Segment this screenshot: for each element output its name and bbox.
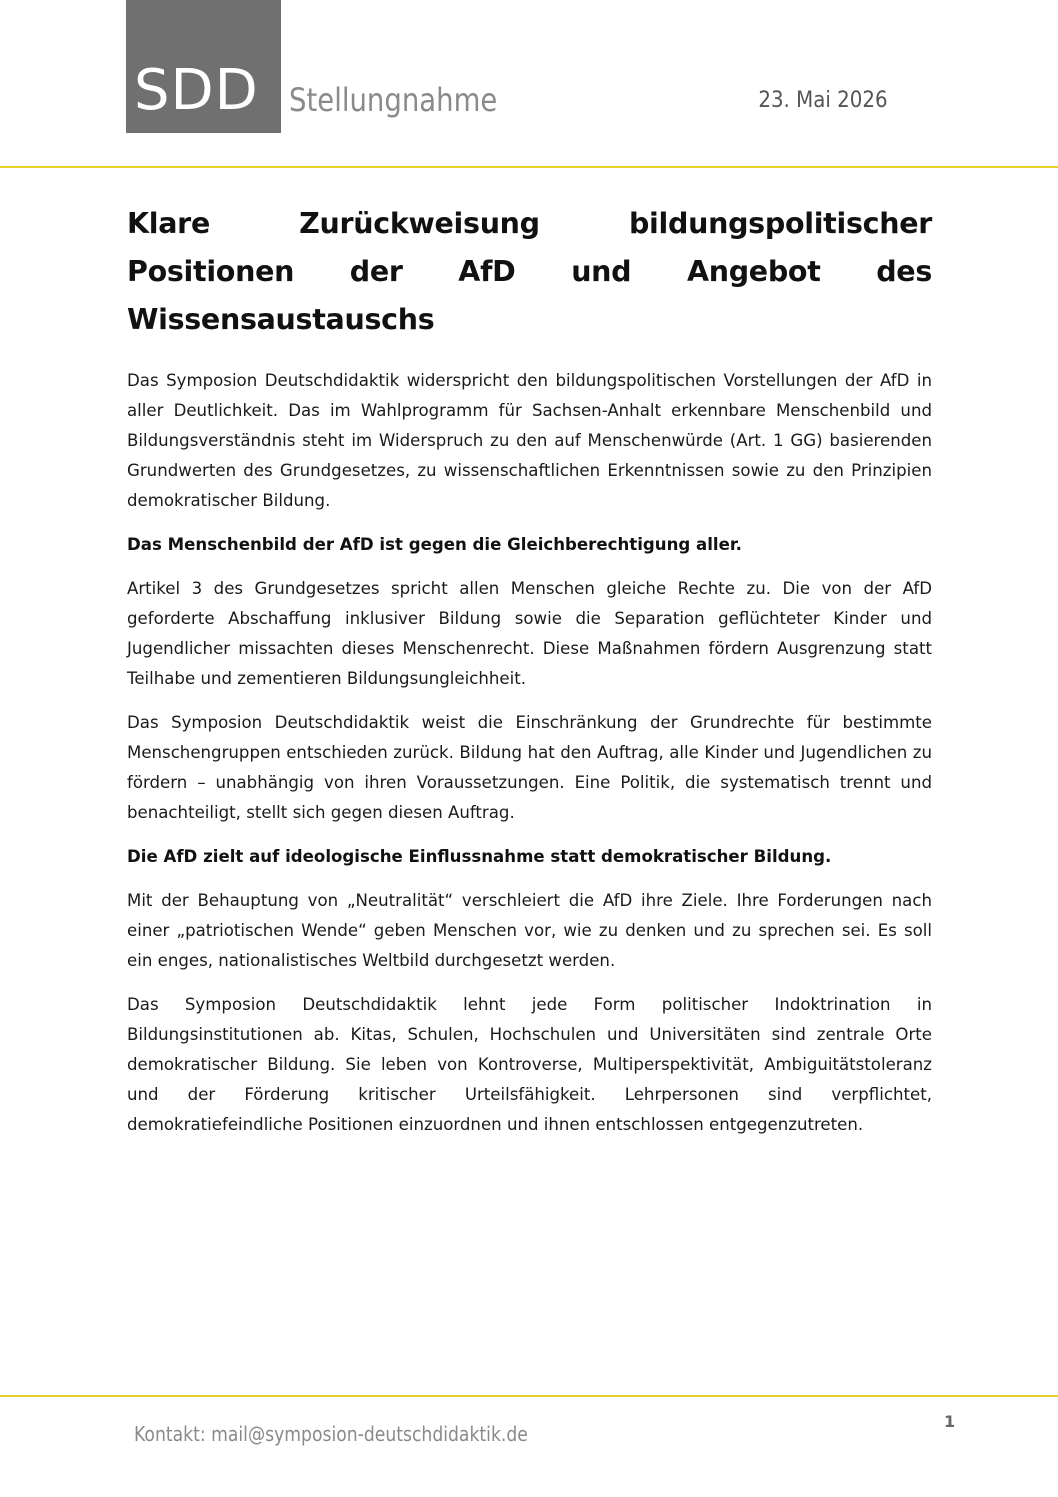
paragraph-grundrechte: Das Symposion Deutschdidaktik weist die Einschränkung der Grundrechte für bestimmte Menschengruppen entschieden zurück. Bildung hat den Auftrag, alle Kinder und Jugendlichen zu fördern – unabhängig von ihren Voraussetzungen. Eine Politik, die systematisch trennt und benachteiligt, stellt sich gegen diesen Auftrag. xyxy=(127,713,932,822)
intro-paragraph: Das Symposion Deutschdidaktik widerspricht den bildungspolitischen Vorstellungen der AfD in aller Deutlichkeit. Das im Wahlprogramm für Sachsen-Anhalt erkennbare Menschenbild und Bildungsverständnis steht im Widerspruch zu den auf Menschenwürde (Art. 1 GG) basierenden Grundwerten des Grundgesetzes, zu wissenschaftlichen Erkenntnissen sowie zu den Prinzipien demokratischer Bildung. xyxy=(127,371,932,510)
paragraph-neutralitaet: Mit der Behauptung von „Neutralität“ verschleiert die AfD ihre Ziele. Ihre Forderungen nach einer „patriotischen Wende“ geben Menschen vor, wie zu denken und zu sprechen sei. Es soll ein enges, nationalistisches Weltbild durchgesetzt werden. xyxy=(127,891,932,970)
document-date: 23. Mai 2026 xyxy=(758,88,888,113)
footer-divider xyxy=(0,1395,1058,1397)
document-body xyxy=(127,200,932,1154)
document-title: Klare Zurückweisung bildungspolitischer Positionen der AfD und Angebot des Wissensaustauschs xyxy=(127,207,932,336)
paragraph-bildungsinstitutionen: Das Symposion Deutschdidaktik lehnt jede Form politischer Indoktrination in Bildungsinstitutionen ab. Kitas, Schulen, Hochschulen und Universitäten sind zentrale Orte demokratischer Bildung. Sie leben von Kontroverse, Multiperspektivität, Ambiguitätstoleranz und der Förderung kritischer Urteilsfähigkeit. Lehrpersonen sind verpflichtet, demokratiefeindliche Positionen einzuordnen und ihnen entschlossen entgegenzutreten. xyxy=(127,995,932,1134)
section-heading-menschenbild: Das Menschenbild der AfD ist gegen die Gleichberechtigung aller. xyxy=(127,535,742,554)
logo-text: SDD xyxy=(134,58,259,123)
header-divider xyxy=(0,166,1058,168)
section-heading-indoktrination: Die AfD zielt auf ideologische Einflussnahme statt demokratischer Bildung. xyxy=(127,847,832,866)
paragraph-artikel-3: Artikel 3 des Grundgesetzes spricht allen Menschen gleiche Rechte zu. Die von der AfD geforderte Abschaffung inklusiver Bildung sowie die Separation geflüchteter Kinder und Jugendlicher missachten dieses Menschenrecht. Diese Maßnahmen fördern Ausgrenzung statt Teilhabe und zementieren Bildungsungleichheit. xyxy=(127,579,932,688)
footer-contact-email[interactable]: Kontakt: mail@symposion-deutschdidaktik.de xyxy=(134,1422,528,1446)
page-number: 1 xyxy=(944,1412,956,1431)
document-type-label: Stellungnahme xyxy=(289,81,498,119)
